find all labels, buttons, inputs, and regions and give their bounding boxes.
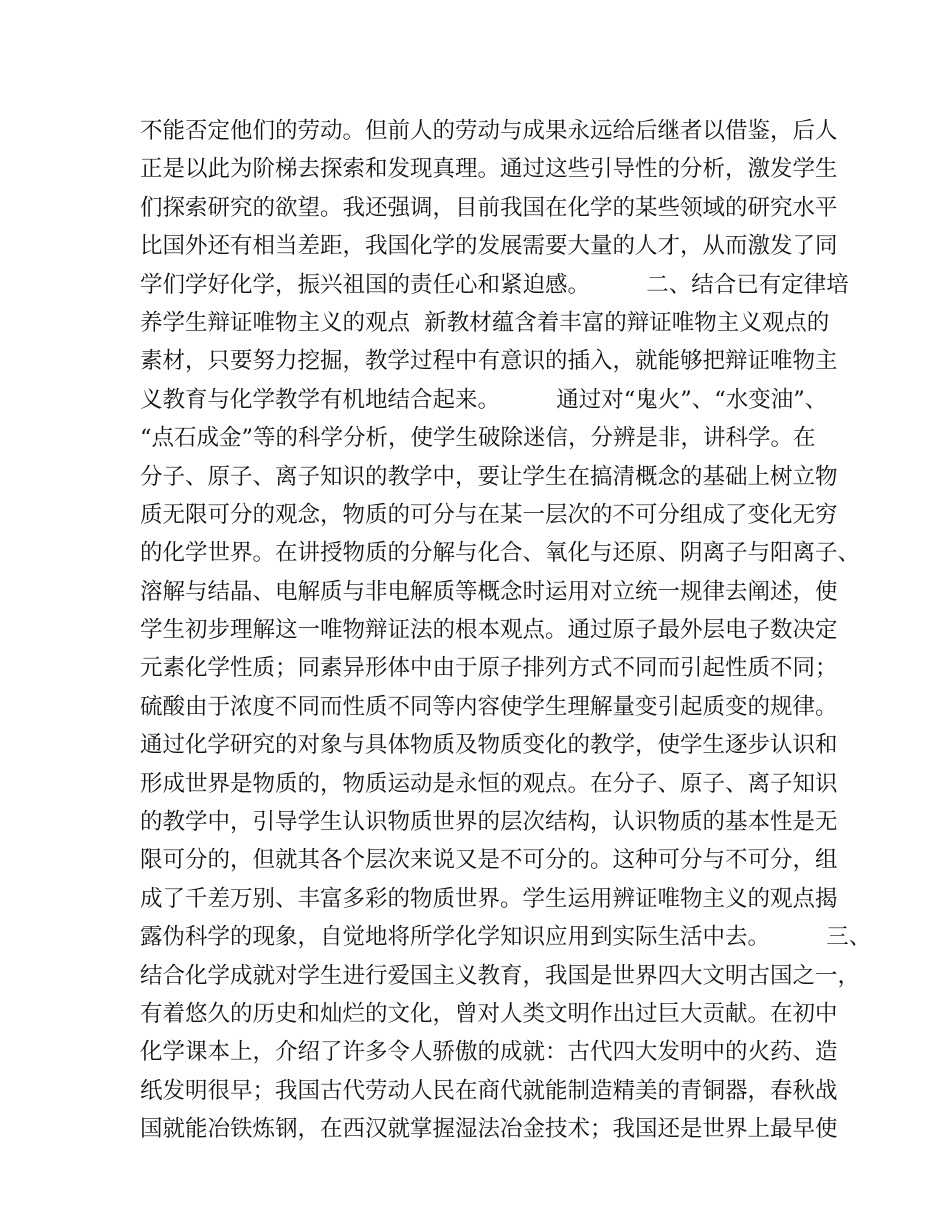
text-line: “点石成金”等的科学分析，使学生破除迷信，分辨是非，讲科学。在 [140,425,816,452]
text-line: 元素化学性质；同素异形体中由于原子排列方式不同而引起性质不同； [140,655,838,682]
text-line: 溶解与结晶、电解质与非电解质等概念时运用对立统一规律去阐述，使 [140,578,838,605]
text-line: 国就能冶铁炼钢，在西汉就掌握湿法冶金技术；我国还是世界上最早使 [140,1116,838,1143]
text-line: 成了千差万别、丰富多彩的物质世界。学生运用辨证唯物主义的观点揭 [140,885,838,912]
text-line: 的教学中，引导学生认识物质世界的层次结构，认识物质的基本性是无 [140,809,838,836]
text-line: 露伪科学的现象，自觉地将所学化学知识应用到实际生活中去。 三、 [140,924,872,951]
text-line: 硫酸由于浓度不同而性质不同等内容使学生理解量变引起质变的规律。 [140,693,838,720]
text-line: 义教育与化学教学有机地结合起来。 通过对“鬼火”、“水变油”、 [140,386,828,413]
text-line: 正是以此为阶梯去探索和发现真理。通过这些引导性的分析，激发学生 [140,156,838,183]
text-line: 不能否定他们的劳动。但前人的劳动与成果永远给后继者以借鉴，后人 [140,118,838,144]
text-line: 纸发明很早；我国古代劳动人民在商代就能制造精美的青铜器，春秋战 [140,1077,838,1104]
text-line: 形成世界是物质的，物质运动是永恒的观点。在分子、原子、离子知识 [140,770,838,797]
text-line: 学们学好化学，振兴祖国的责任心和紧迫感。 二、结合已有定律培 [140,271,849,298]
text-line: 分子、原子、离子知识的教学中，要让学生在搞清概念的基础上树立物 [140,463,838,490]
text-line: 限可分的，但就其各个层次来说又是不可分的。这种可分与不可分，组 [140,847,838,874]
text-line: 通过化学研究的对象与具体物质及物质变化的教学，使学生逐步认识和 [140,732,838,759]
text-line: 素材，只要努力挖掘，教学过程中有意识的插入，就能够把辩证唯物主 [140,348,838,375]
text-line: 的化学世界。在讲授物质的分解与化合、氧化与还原、阴离子与阳离子、 [140,540,861,567]
text-line: 比国外还有相当差距，我国化学的发展需要大量的人才，从而激发了同 [140,233,838,260]
text-line: 化学课本上，介绍了许多令人骄傲的成就：古代四大发明中的火药、造 [140,1039,838,1066]
text-line: 结合化学成就对学生进行爱国主义教育，我国是世界四大文明古国之一， [140,962,861,989]
text-line: 们探索研究的欲望。我还强调，目前我国在化学的某些领域的研究水平 [140,194,838,221]
text-line: 学生初步理解这一唯物辩证法的根本观点。通过原子最外层电子数决定 [140,617,838,644]
body-text [140,112,872,1149]
text-line: 质无限可分的观念，物质的可分与在某一层次的不可分组成了变化无穷 [140,501,838,528]
text-line: 养学生辩证唯物主义的观点 新教材蕴含着丰富的辩证唯物主义观点的 [140,309,830,336]
text-line: 有着悠久的历史和灿烂的文化，曾对人类文明作出过巨大贡献。在初中 [140,1000,838,1027]
